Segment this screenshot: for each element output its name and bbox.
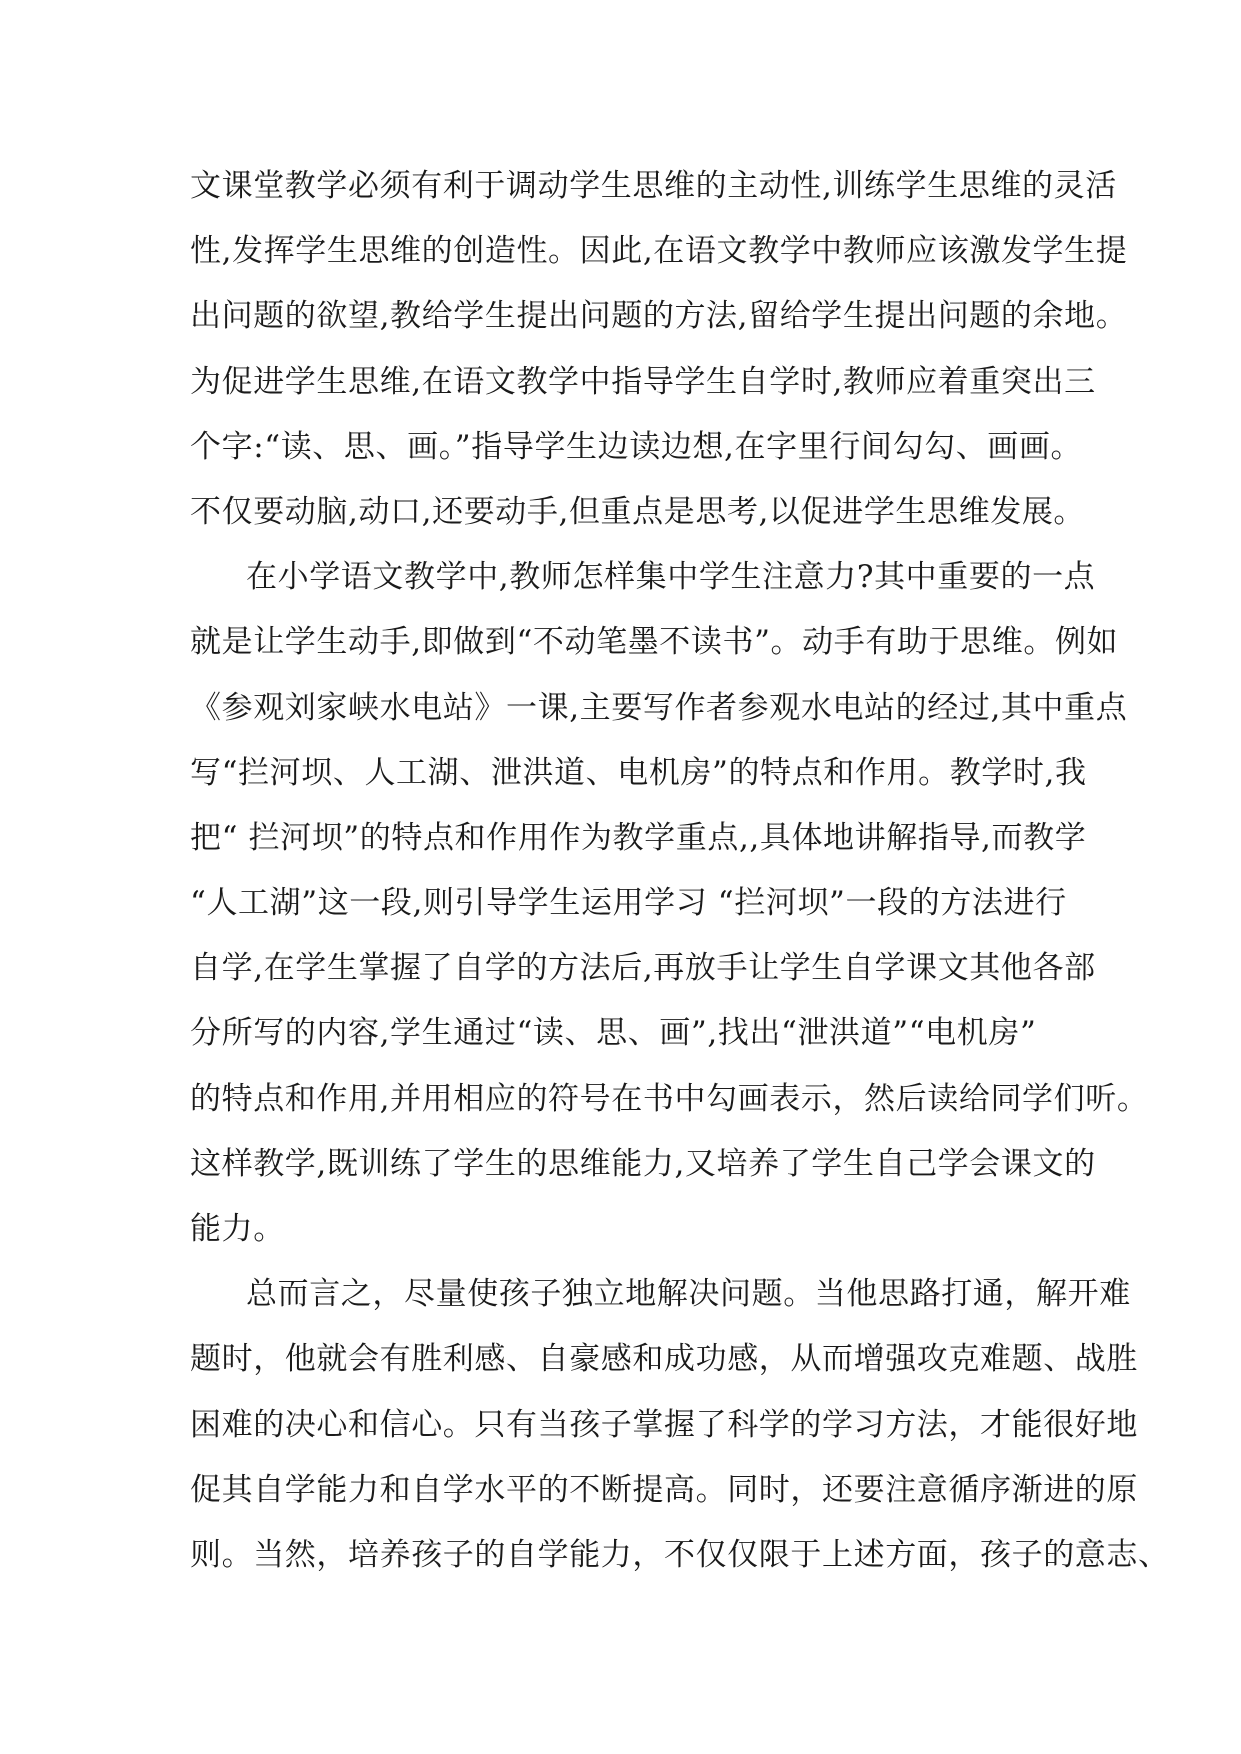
paragraph-1-line-1: 文课堂教学必须有利于调动学生思维的主动性,训练学生思维的灵活 <box>190 168 1117 204</box>
body-text <box>190 163 1170 1597</box>
paragraph-1-line-4: 为促进学生思维,在语文教学中指导学生自学时,教师应着重突出三 <box>190 363 1096 400</box>
paragraph-2-line-7: 自学,在学生掌握了自学的方法后,再放手让学生自学课文其他各部 <box>190 950 1096 987</box>
paragraph-1-line-5: 个字:“读、思、画。”指导学生边读边想,在字里行间勾勾、画画。 <box>190 428 1083 465</box>
paragraph-1-line-2: 性,发挥学生思维的创造性。因此,在语文教学中教师应该激发学生提 <box>190 233 1128 270</box>
paragraph-2-line-6: “人工湖”这一段,则引导学生运用学习 “拦河坝”一段的方法进行 <box>190 885 1067 922</box>
paragraph-3-line-1: 总而言之，尽量使孩子独立地解决问题。当他思路打通，解开难 <box>246 1276 1131 1313</box>
paragraph-2-line-4: 写“拦河坝、人工湖、泄洪道、电机房”的特点和作用。教学时,我 <box>190 754 1087 791</box>
paragraph-2-line-9: 的特点和作用,并用相应的符号在书中勾画表示，然后读给同学们听。 <box>190 1080 1149 1117</box>
paragraph-1-line-6: 不仅要动脑,动口,还要动手,但重点是思考,以促进学生思维发展。 <box>190 493 1086 530</box>
paragraph-3-line-3: 困难的决心和信心。只有当孩子掌握了科学的学习方法，才能很好地 <box>190 1406 1138 1443</box>
paragraph-3-line-4: 促其自学能力和自学水平的不断提高。同时，还要注意循序渐进的原 <box>190 1471 1138 1508</box>
paragraph-2-line-2: 就是让学生动手,即做到“不动笔墨不读书”。动手有助于思维。例如 <box>190 624 1119 661</box>
paragraph-2-line-11: 能力。 <box>190 1211 285 1247</box>
paragraph-2-line-3: 《参观刘家峡水电站》一课,主要写作者参观水电站的经过,其中重点 <box>190 689 1128 726</box>
paragraph-3-line-2: 题时，他就会有胜利感、自豪感和成功感，从而增强攻克难题、战胜 <box>190 1341 1138 1378</box>
paragraph-3-line-5: 则。当然，培养孩子的自学能力，不仅仅限于上述方面，孩子的意志、 <box>190 1536 1170 1573</box>
paragraph-2-line-1: 在小学语文教学中,教师怎样集中学生注意力?其中重要的一点 <box>246 559 1096 596</box>
paragraph-2-line-10: 这样教学,既训练了学生的思维能力,又培养了学生自己学会课文的 <box>190 1145 1096 1182</box>
paragraph-2-line-5: 把“ 拦河坝”的特点和作用作为教学重点,,具体地讲解指导,而教学 <box>190 819 1087 856</box>
paragraph-1-line-3: 出问题的欲望,教给学生提出问题的方法,留给学生提出问题的余地。 <box>190 298 1128 335</box>
paragraph-2-line-8: 分所写的内容,学生通过“读、思、画”,找出“泄洪道”“电机房” <box>190 1015 1037 1052</box>
